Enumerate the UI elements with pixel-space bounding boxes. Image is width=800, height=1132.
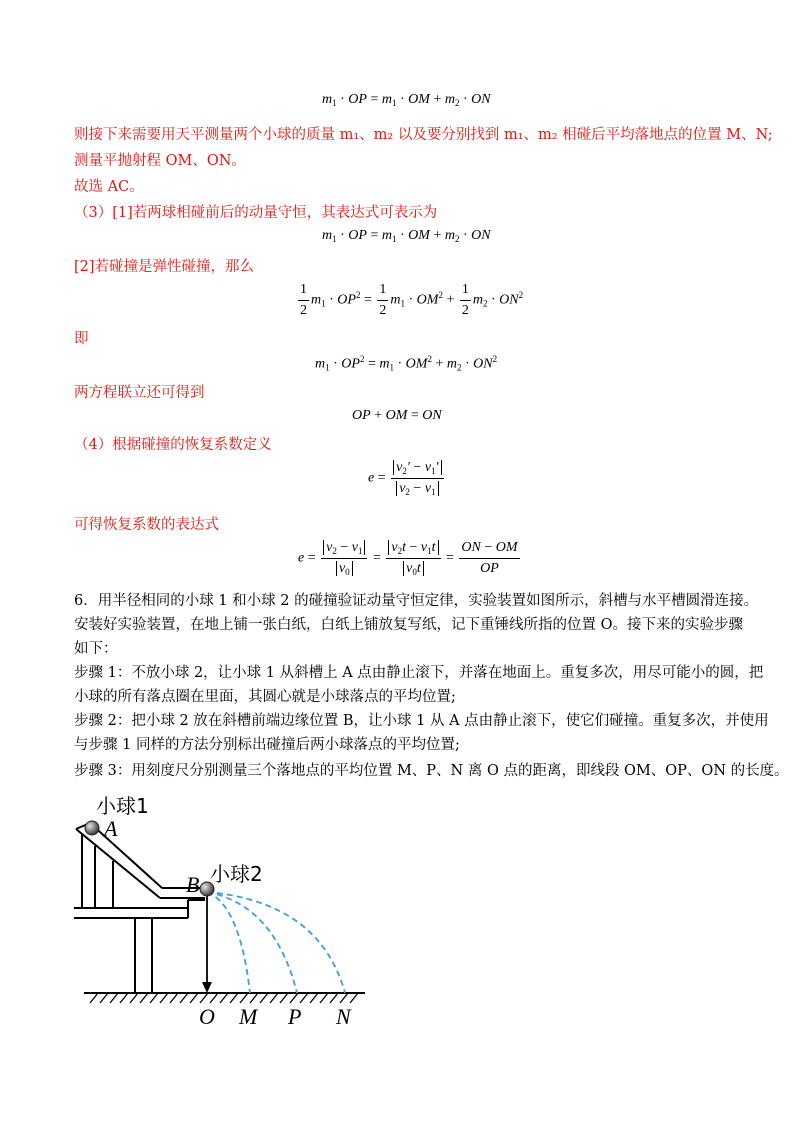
equation-momentum-2: $m_1$ · OP = $m_1$ · OM + $m_2$ · ON (322, 228, 491, 244)
question-line: 安装好实验装置，在地上铺一张白纸，白纸上铺放复写纸，记下重锤线所指的位置 O。接下来的实验步骤 (74, 617, 743, 633)
equation-energy: $\frac{1}{2}$ $m_1 \cdot OP^2$ = $\frac{1}{2}$ $m_1 \cdot OM^2$ + $\frac{1}{2}$ $m_2 \cdot ON^2$ (300, 282, 524, 318)
equation-momentum-1: $m_1$ · OP = $m_1$ · OM + $m_2$ · ON (322, 92, 491, 108)
text-line: （3）[1]若两球相碰前后的动量守恒，其表达式可表示为 (74, 205, 438, 221)
text-line: 可得恢复系数的表达式 (74, 517, 219, 533)
question-line: 小球的所有落点圈在里面，其圆心就是小球落点的平均位置; (74, 689, 456, 705)
equation-restitution-expression: e = $\frac{v_2 - v_1}{v_0}$ = $\frac{v_2t - v_1t}{v_0t}$ = $\frac{ON - OM}{OP}$ (298, 540, 518, 577)
text-line: （4）根据碰撞的恢复系数定义 (74, 437, 272, 453)
text-line: 两方程联立还可得到 (74, 385, 205, 401)
label-point-O: O (199, 1004, 215, 1029)
question-line: 步骤 3：用刻度尺分别测量三个落地点的平均位置 M、P、N 离 O 点的距离，即线段 OM、OP、ON 的长度。 (74, 763, 789, 779)
table (74, 900, 205, 993)
ground-hatching (90, 993, 358, 1003)
text-line: [2]若碰撞是弹性碰撞，那么 (74, 259, 255, 275)
label-point-P: P (288, 1004, 302, 1029)
ball-1 (85, 821, 99, 835)
label-point-B: B (186, 872, 200, 897)
label-ball-2: 小球2 (210, 862, 263, 886)
trajectories (207, 892, 345, 993)
label-ball-1: 小球1 (96, 794, 149, 818)
question-line: 如下： (74, 641, 118, 657)
text-line: 则接下来需要用天平测量两个小球的质量 m₁、m₂ 以及要分别找到 m₁、m₂ 相碰后平均落地点的位置 M、N; (74, 127, 773, 143)
question-line: 步骤 1：不放小球 2，让小球 1 从斜槽上 A 点由静止滚下，并落在地面上。重复多次，用尽可能小的圆，把 (74, 665, 764, 681)
label-point-A: A (104, 816, 118, 841)
plumb-arrowhead (202, 982, 212, 993)
text-line: 测量平抛射程 OM、ON。 (74, 153, 246, 169)
label-point-M: M (239, 1004, 258, 1029)
question-line: 与步骤 1 同样的方法分别标出碰撞后两小球落点的平均位置; (74, 737, 460, 753)
equation-energy-simplified: $m_1 \cdot OP^2 = m_1 \cdot OM^2 + m_2 \cdot ON^2$ (315, 354, 498, 373)
equation-restitution-definition: e = $\frac{v_2' - v_1'}{v_2 - v_1}$ (368, 460, 446, 497)
equation-combined: OP + OM = ON (352, 408, 442, 423)
text-line: 故选 AC。 (74, 179, 144, 195)
label-point-N: N (336, 1004, 351, 1029)
question-line: 6．用半径相同的小球 1 和小球 2 的碰撞验证动量守恒定律，实验装置如图所示，斜槽与水平槽圆滑连接。 (74, 593, 759, 609)
text-line: 即 (74, 331, 89, 347)
question-line: 步骤 2：把小球 2 放在斜槽前端边缘位置 B，让小球 1 从 A 点由静止滚下，使它们碰撞。重复多次，并使用 (74, 713, 769, 729)
